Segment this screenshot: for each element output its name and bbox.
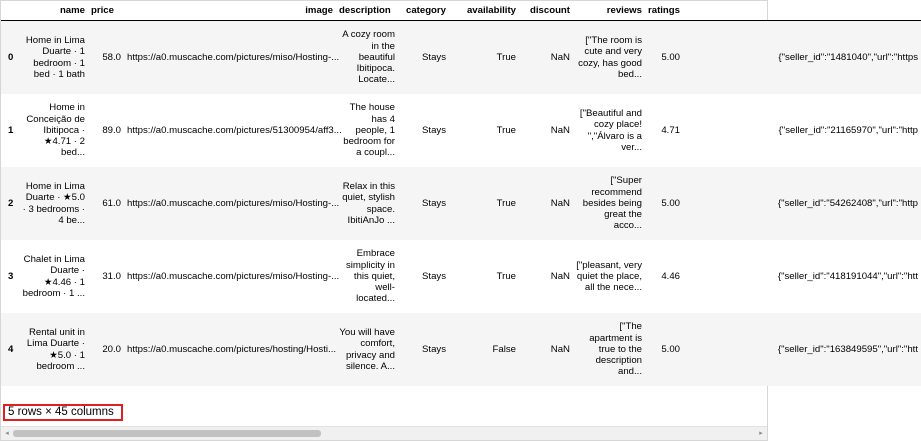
- row-index: 1: [8, 124, 14, 136]
- cell-description: The house has 4 people, 1 bedroom for a coupl...: [343, 102, 395, 159]
- cell-price: 58.0: [102, 51, 121, 63]
- cell-seller: {"seller_id":"418191044","url":"htt: [777, 270, 918, 282]
- row-index: 0: [8, 51, 14, 63]
- scroll-right-arrow-icon[interactable]: ▸: [759, 430, 763, 437]
- cell-category: Stays: [422, 197, 446, 209]
- column-header-availability: availability: [449, 1, 519, 21]
- cell-availability: False: [492, 343, 516, 355]
- cell-discount: NaN: [550, 197, 570, 209]
- cell-reviews: ["The room is cute and very cozy, has good bed...: [578, 35, 642, 80]
- table-row: [1, 240, 921, 313]
- table-row: [1, 167, 921, 240]
- cell-availability: True: [496, 197, 516, 209]
- cell-seller: {"seller_id":"21165970","url":"http: [778, 124, 918, 136]
- cell-image: https://a0.muscache.com/pictures/51300954/aff3...: [127, 124, 342, 136]
- cell-reviews: ["Super recommend besides being great the acco...: [582, 175, 642, 232]
- cell-image: https://a0.muscache.com/pictures/hosting/Hosti...: [127, 343, 337, 355]
- cell-ratings: 4.46: [661, 270, 680, 282]
- cell-description: Relax in this quiet, stylish space. IbitiAnJo ...: [342, 181, 395, 226]
- cell-name: Home in Lima Duarte · 1 bedroom · 1 bed · 1 bath: [25, 35, 85, 80]
- column-header-price: price: [88, 1, 124, 21]
- cell-availability: True: [496, 51, 516, 63]
- dataframe-shape-label: 5 rows × 45 columns: [3, 404, 123, 421]
- cell-discount: NaN: [550, 124, 570, 136]
- cell-name: Home in Lima Duarte · ★5.0 · 3 bedrooms · 4 be...: [22, 181, 85, 226]
- cell-image: https://a0.muscache.com/pictures/miso/Hosting-...: [127, 197, 340, 209]
- row-index: 2: [8, 197, 14, 209]
- cell-category: Stays: [422, 270, 446, 282]
- cell-description: Embrace simplicity in this quiet, well-located...: [345, 248, 395, 305]
- scroll-left-arrow-icon[interactable]: ◂: [5, 430, 9, 437]
- cell-discount: NaN: [550, 51, 570, 63]
- column-header-ratings: ratings: [645, 1, 683, 21]
- cell-price: 61.0: [102, 197, 121, 209]
- cell-availability: True: [496, 270, 516, 282]
- cell-ratings: 4.71: [661, 124, 680, 136]
- cell-ratings: 5.00: [661, 197, 680, 209]
- cell-ratings: 5.00: [661, 343, 680, 355]
- cell-discount: NaN: [550, 270, 570, 282]
- row-index: 3: [8, 270, 14, 282]
- cell-description: A cozy room in the beautiful Ibitipoca. Locate...: [342, 29, 395, 86]
- cell-category: Stays: [422, 124, 446, 136]
- cell-name: Chalet in Lima Duarte · ★4.46 · 1 bedroom · 1 ...: [22, 254, 85, 299]
- column-header-reviews: reviews: [573, 1, 645, 21]
- cell-ratings: 5.00: [661, 51, 680, 63]
- cell-name: Home in Conceição de Ibitipoca · ★4.71 · 2 bed...: [26, 102, 85, 159]
- cell-name: Rental unit in Lima Duarte · ★5.0 · 1 bedroom ...: [26, 327, 85, 372]
- index-header: [1, 1, 18, 21]
- cell-description: You will have comfort, privacy and silence. A...: [339, 327, 395, 372]
- column-header-name: name: [18, 1, 88, 21]
- cell-availability: True: [496, 124, 516, 136]
- header-row: [1, 1, 921, 21]
- cell-price: 20.0: [102, 343, 121, 355]
- row-index: 4: [8, 343, 14, 355]
- cell-seller: {"seller_id":"1481040","url":"https: [778, 51, 918, 63]
- cell-price: 89.0: [102, 124, 121, 136]
- cell-price: 31.0: [102, 270, 121, 282]
- cell-image: https://a0.muscache.com/pictures/miso/Hosting-...: [127, 270, 340, 282]
- table-row: [1, 94, 921, 167]
- column-header-image: image: [124, 1, 336, 21]
- cell-seller: {"seller_id":"163849595","url":"htt: [777, 343, 918, 355]
- cell-discount: NaN: [550, 343, 570, 355]
- cell-reviews: ["Beautiful and cozy place! ","Álvaro is a ver...: [579, 108, 642, 153]
- table-viewport: [1, 1, 918, 399]
- column-header-seller: [683, 1, 921, 21]
- table-row: [1, 313, 921, 386]
- table-row: [1, 21, 921, 95]
- column-header-category: category: [398, 1, 449, 21]
- cell-category: Stays: [422, 343, 446, 355]
- column-header-description: description: [336, 1, 398, 21]
- dataframe-table: [1, 1, 921, 386]
- cell-seller: {"seller_id":"54262408","url":"http: [777, 197, 918, 209]
- scrollbar-thumb[interactable]: [13, 430, 321, 437]
- cell-reviews: ["The apartment is true to the description and...: [589, 321, 642, 378]
- cell-reviews: ["pleasant, very quiet the place, all the nece...: [576, 259, 642, 294]
- cell-category: Stays: [422, 51, 446, 63]
- column-header-discount: discount: [519, 1, 573, 21]
- horizontal-scrollbar[interactable]: [1, 426, 767, 440]
- cell-image: https://a0.muscache.com/pictures/miso/Hosting-...: [127, 51, 340, 63]
